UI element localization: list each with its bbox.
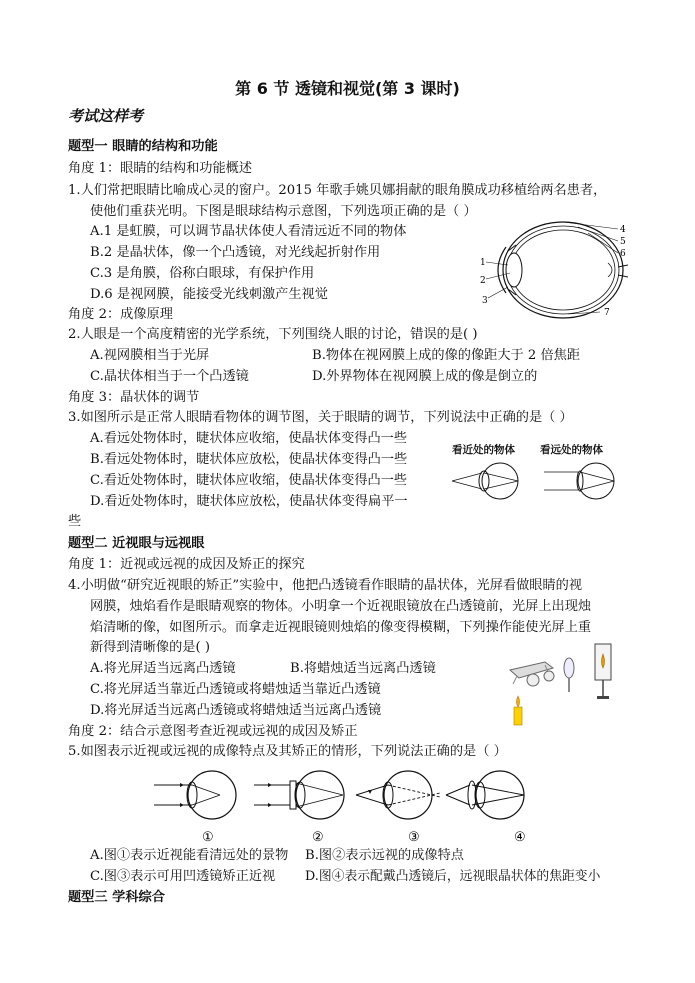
q3-option-c: C.看近处物体时，睫状体应收缩，使晶状体变得凸一些 <box>90 473 408 488</box>
q1-option-a: A.1 是虹膜，可以调节晶状体使人看清远近不同的物体 <box>90 224 407 239</box>
eye-structure-figure <box>478 215 628 325</box>
q3-option-d: D.看近处物体时，睫状体应放松，使晶状体变得扁平一 <box>90 494 408 509</box>
eye-label-4: 4 <box>620 225 626 235</box>
page-title: 第 6 节 透镜和视觉(第 3 课时) <box>235 79 460 98</box>
q5-stem: 5.如图表示近视或远视的成像特点及其矫正的情形，下列说法正确的是（ ） <box>68 744 507 759</box>
q2-option-b: B.物体在视网膜上成的像的像距大于 2 倍焦距 <box>312 348 581 363</box>
q2-stem: 2.人眼是一个高度精密的光学系统，下列围绕人眼的讨论，错误的是( ) <box>68 327 478 342</box>
q4-option-d: D.将光屏适当远离凸透镜或将蜡烛适当远离凸透镜 <box>90 703 382 718</box>
q5-option-d: D.图④表示配戴凸透镜后，远视眼晶状体的焦距变小 <box>305 869 601 884</box>
q4-stem-line4: 新得到清晰像的是( ) <box>90 640 210 655</box>
q1-option-b: B.2 是晶状体，像一个凸透镜，对光线起折射作用 <box>90 245 381 260</box>
q4-option-c: C.将光屏适当靠近凸透镜或将蜡烛适当靠近凸透镜 <box>90 682 381 697</box>
q3-option-d-continued: 些 <box>68 514 82 529</box>
fig5-label-2: ② <box>312 830 324 845</box>
type-heading-3: 题型三 学科综合 <box>68 890 165 905</box>
myopia-hyperopia-figure <box>150 763 550 847</box>
eye-label-6: 6 <box>620 249 626 259</box>
q1-option-d: D.6 是视网膜，能接受光线刺激产生视觉 <box>90 287 328 302</box>
eye-label-7: 7 <box>604 308 610 318</box>
q4-stem-line1: 4.小明做“研究近视眼的矫正”实验中，他把凸透镜看作眼睛的晶状体，光屏看做眼睛的视 <box>68 578 582 593</box>
q2-option-a: A.视网膜相当于光屏 <box>90 348 210 363</box>
type-heading-2: 题型二 近视眼与远视眼 <box>68 536 205 551</box>
q5-option-a: A.图①表示近视能看清远处的景物 <box>90 848 289 863</box>
angle-heading-5: 角度 2：结合示意图考查近视或远视的成因及矫正 <box>68 724 358 739</box>
q3-option-a: A.看远处物体时，睫状体应收缩，使晶状体变得凸一些 <box>90 431 408 446</box>
fig5-label-1: ① <box>202 830 214 845</box>
candle-lens-experiment-figure <box>505 640 625 730</box>
fig5-label-4: ④ <box>514 830 526 845</box>
section-heading: 考试这样考 <box>68 107 144 125</box>
angle-heading-1: 角度 1：眼睛的结构和功能概述 <box>68 161 253 176</box>
q4-stem-line3: 焰清晰的像，如图所示。而拿走近视眼镜则烛焰的像变得模糊，下列操作能使光屏上重 <box>90 620 592 635</box>
q2-option-d: D.外界物体在视网膜上成的像是倒立的 <box>312 369 538 384</box>
fig-near-label: 看近处的物体 <box>452 444 515 456</box>
q1-option-c: C.3 是角膜，俗称白眼球，有保护作用 <box>90 266 315 281</box>
eye-label-5: 5 <box>620 237 626 247</box>
q4-stem-line2: 网膜，烛焰看作是眼睛观察的物体。小明拿一个近视眼镜放在凸透镜前，光屏上出现烛 <box>90 599 592 614</box>
q3-stem: 3.如图所示是正常人眼睛看物体的调节图，关于眼睛的调节，下列说法中正确的是（ ） <box>68 410 573 425</box>
eye-label-2: 2 <box>480 276 486 286</box>
q1-stem-line1: 1.人们常把眼睛比喻成心灵的窗户。2015 年歌手姚贝娜捐献的眼角膜成功移植给两名患者， <box>68 183 607 198</box>
q3-option-b: B.看远处物体时，睫状体应放松，使晶状体变得凸一些 <box>90 452 408 467</box>
q1-stem-line2: 使他们重获光明。下图是眼球结构示意图，下列选项正确的是（ ） <box>90 204 477 219</box>
type-heading-1: 题型一 眼睛的结构和功能 <box>68 139 218 154</box>
angle-heading-4: 角度 1：近视或远视的成因及矫正的探究 <box>68 557 305 572</box>
q4-option-a: A.将光屏适当远离凸透镜 <box>90 661 236 676</box>
fig-far-label: 看远处的物体 <box>540 444 603 456</box>
eye-label-1: 1 <box>480 258 486 268</box>
q4-option-b: B.将蜡烛适当远离凸透镜 <box>290 661 436 676</box>
q2-option-c: C.晶状体相当于一个凸透镜 <box>90 369 249 384</box>
eye-accommodation-figure <box>448 460 633 502</box>
fig5-label-3: ③ <box>408 830 420 845</box>
angle-heading-2: 角度 2：成像原理 <box>68 307 173 322</box>
q5-option-c: C.图③表示可用凹透镜矫正近视 <box>90 869 276 884</box>
eye-label-3: 3 <box>482 296 488 306</box>
angle-heading-3: 角度 3：晶状体的调节 <box>68 390 200 405</box>
q5-option-b: B.图②表示远视的成像特点 <box>305 848 464 863</box>
